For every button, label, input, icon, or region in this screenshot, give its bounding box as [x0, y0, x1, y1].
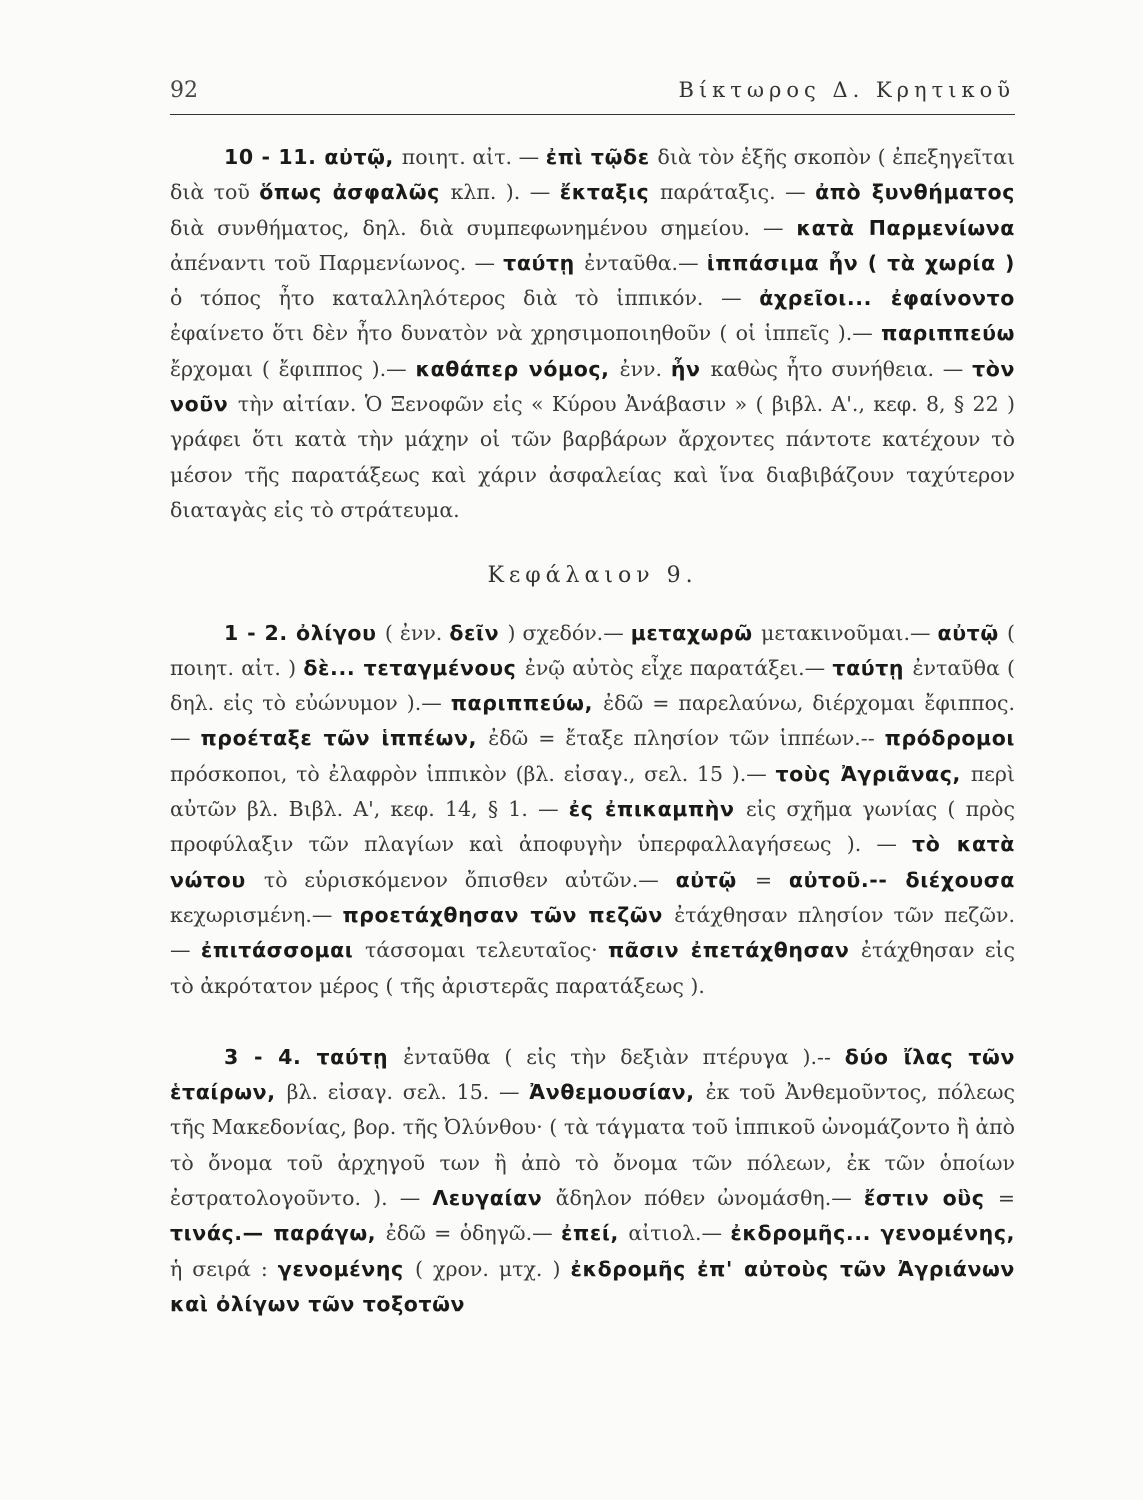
bold-term: ἦν: [670, 356, 711, 381]
gloss-text: ποιητ. αἰτ. —: [401, 145, 546, 169]
gloss-text: ( ἐνν.: [384, 620, 450, 645]
gloss-text: ἐδῶ = ἔταξε πλησίον τῶν ἱππέων.--: [488, 726, 885, 751]
bold-term: τὸ κατὰ νώτου: [170, 832, 1015, 892]
gloss-text: τάσσομαι τελευταῖος·: [364, 938, 608, 963]
bold-term: τοὺς Ἀγριᾶνας,: [775, 761, 971, 786]
spacer: [170, 1004, 1015, 1040]
gloss-text: διὰ συνθήματος, δηλ. διὰ συμπεφωνημένου σημείου. —: [170, 215, 797, 240]
gloss-text: περὶ αὐτῶν βλ. Βιβλ. Α', κεφ. 14, § 1. —: [170, 761, 1015, 822]
paragraph-3: [170, 1040, 1015, 1322]
bold-term: Ἀνθεμουσίαν,: [529, 1080, 706, 1105]
gloss-text: τὸ εὑρισκόμενον ὄπισθεν αὐτῶν.—: [263, 867, 676, 892]
bold-term: τινάς.— παράγω,: [170, 1221, 386, 1246]
gloss-text: ( ποιητ. αἰτ. ): [170, 620, 1016, 680]
spacer: [170, 528, 1015, 546]
gloss-text: παράταξις. —: [659, 180, 816, 205]
page-header: [170, 78, 1015, 115]
bold-term: ἐκδρομῆς ἐπ' αὐτοὺς τῶν Ἀγριάνων καὶ ὀλίγων τῶν τοξοτῶν: [170, 1256, 1015, 1316]
bold-term: δεῖν: [449, 620, 508, 645]
bold-term: ἐπὶ τῷδε: [545, 145, 658, 169]
gloss-text: ἐδῶ = ὁδηγῶ.—: [385, 1221, 562, 1246]
bold-term: ἀχρεῖοι... ἐφαίνοντο: [759, 286, 1015, 311]
running-head: Βίκτωρος Δ. Κρητικοῦ: [678, 78, 1015, 102]
bold-term: ταύτῃ: [832, 655, 913, 680]
page-number: 92: [170, 78, 198, 103]
bold-term: γενομένης: [277, 1256, 416, 1281]
bold-term: ἱππάσιμα ἦν ( τὰ χωρία ): [706, 250, 1016, 275]
paragraph-2: [170, 616, 1015, 1004]
gloss-text: ἐνταῦθα ( δηλ. εἰς τὸ εὐώνυμον ).—: [170, 655, 1016, 716]
paragraph-1: [170, 140, 1015, 528]
bold-term: ἐπιτάσσομαι: [200, 938, 365, 963]
gloss-text: =: [754, 867, 789, 892]
gloss-text: ( χρον. μτχ. ): [415, 1256, 571, 1281]
bold-term: ἐπεί,: [561, 1221, 629, 1246]
gloss-text: βλ. εἰσαγ. σελ. 15. —: [286, 1080, 530, 1105]
bold-term: Λευγαίαν: [432, 1186, 556, 1211]
gloss-text: αἰτιολ.—: [628, 1221, 731, 1246]
gloss-text: ἐνταῦθα ( εἰς τὴν δεξιὰν πτέρυγα ).--: [403, 1044, 845, 1069]
gloss-text: κεχωρισμένη.—: [170, 902, 343, 927]
bold-term: δὲ... τεταγμένους: [303, 655, 525, 680]
bold-term: 10 - 11. αὐτῷ,: [224, 145, 402, 169]
gloss-text: ἀπέναντι τοῦ Παρμενίωνος. —: [170, 250, 504, 275]
bold-term: παριππεύω: [881, 321, 1015, 346]
gloss-text: ἐδῶ = παρελαύνω, διέρχομαι ἔφιππος. —: [170, 691, 1015, 751]
gloss-text: ἐτάχθησαν εἰς τὸ ἀκρότατον μέρος ( τῆς ἀριστερᾶς παρατάξεως ).: [170, 938, 1015, 998]
bold-term: προετάχθησαν τῶν πεζῶν: [342, 902, 675, 927]
gloss-text: ) σχεδόν.—: [507, 620, 631, 645]
bold-term: αὐτῷ: [675, 867, 755, 892]
bold-term: αὐτῷ: [937, 620, 1008, 645]
gloss-text: ἐνῷ αὐτὸς εἶχε παρατάξει.—: [524, 655, 833, 680]
bold-term: καθάπερ νόμος,: [415, 356, 620, 381]
bold-term: κατὰ Παρμενίωνα: [796, 215, 1015, 240]
bold-term: ἔκταξις: [559, 180, 660, 205]
bold-term: τὸν νοῦν: [170, 356, 1016, 417]
bold-term: δύο ἴλας τῶν ἑταίρων,: [170, 1044, 1016, 1105]
gloss-text: τὴν αἰτίαν. Ὁ Ξενοφῶν εἰς « Κύρου Ἀνάβασιν » ( βιβλ. Α'., κεφ. 8, § 22 ) γράφει ὅτι κατὰ τὴν μάχην οἱ τῶν βαρβάρων ἄρχοντες πάντοτε κατέχουν τὸ μέσον τῆς παρατάξεως καὶ χάριν ἀσφαλείας καὶ ἵνα διαβιβάζουν ταχύτερον διαταγὰς εἰς τὸ στράτευμα.: [170, 392, 1016, 522]
gloss-text: εἰς σχῆμα γωνίας ( πρὸς προφύλαξιν τῶν πλαγίων καὶ ἀποφυγὴν ὑπερφαλλαγήσεως ). —: [170, 797, 1015, 857]
gloss-text: ἡ σειρά :: [170, 1256, 278, 1281]
gloss-text: ἐφαίνετο ὅτι δὲν ἦτο δυνατὸν νὰ χρησιμοποιηθοῦν ( οἱ ἱππεῖς ).—: [170, 321, 882, 346]
gloss-text: μετακινοῦμαι.—: [761, 620, 938, 645]
bold-term: αὐτοῦ.-- διέχουσα: [788, 867, 1015, 892]
bold-term: πρόδρομοι: [884, 726, 1015, 751]
bold-term: ἀπὸ ξυνθήματος: [815, 180, 1015, 205]
gloss-text: καθὼς ἦτο συνήθεια. —: [710, 356, 973, 381]
bold-term: μεταχωρῶ: [630, 620, 761, 645]
gloss-text: =: [997, 1186, 1015, 1211]
gloss-text: διὰ τὸν ἑξῆς σκοπὸν ( ἐπεξηγεῖται διὰ τοῦ: [170, 145, 1016, 205]
bold-term: προέταξε τῶν ἱππέων,: [200, 726, 489, 751]
body-text: [170, 140, 1015, 1322]
gloss-text: ὁ τόπος ἦτο καταλληλότερος διὰ τὸ ἱππικόν. —: [170, 286, 760, 311]
bold-term: ταύτῃ: [503, 250, 585, 275]
bold-term: παριππεύω,: [450, 691, 604, 716]
gloss-text: ἄδηλον πόθεν ὠνομάσθη.—: [555, 1186, 864, 1211]
bold-term: 3 - 4. ταύτῃ: [224, 1044, 404, 1069]
bold-term: ἔστιν οὓς: [863, 1186, 998, 1211]
gloss-text: κλπ. ). —: [450, 180, 560, 205]
gloss-text: ἐκ τοῦ Ἀνθεμοῦντος, πόλεως τῆς Μακεδονίας, βορ. τῆς Ὀλύνθου· ( τὰ τάγματα τοῦ ἱππικοῦ ὠνομάζοντο ἢ ἀπὸ τὸ ὄνομα τοῦ ἀρχηγοῦ των ἢ ἀπὸ τὸ ὄνομα τῶν πόλεων, ἐκ τῶν ὁποίων ἐστρατολογοῦντο. ). —: [170, 1080, 1015, 1211]
bold-term: ἐκδρομῆς... γενομένης,: [730, 1221, 1015, 1246]
bold-term: πᾶσιν ἐπετάχθησαν: [607, 938, 861, 963]
chapter-heading: Κεφάλαιον 9.: [487, 563, 698, 589]
bold-term: ἐς ἐπικαμπὴν: [568, 797, 746, 822]
bold-term: 1 - 2. ὀλίγου: [224, 620, 385, 645]
gloss-text: ἐτάχθησαν πλησίον τῶν πεζῶν. —: [170, 902, 1016, 963]
gloss-text: ἔρχομαι ( ἔφιππος ).—: [170, 356, 416, 381]
bold-term: ὅπως ἀσφαλῶς: [259, 180, 451, 205]
gloss-text: πρόσκοποι, τὸ ἐλαφρὸν ἱππικὸν (βλ. εἰσαγ., σελ. 15 ).—: [170, 761, 776, 786]
gloss-text: ἐνν.: [619, 356, 671, 381]
gloss-text: ἐνταῦθα.—: [584, 250, 707, 275]
